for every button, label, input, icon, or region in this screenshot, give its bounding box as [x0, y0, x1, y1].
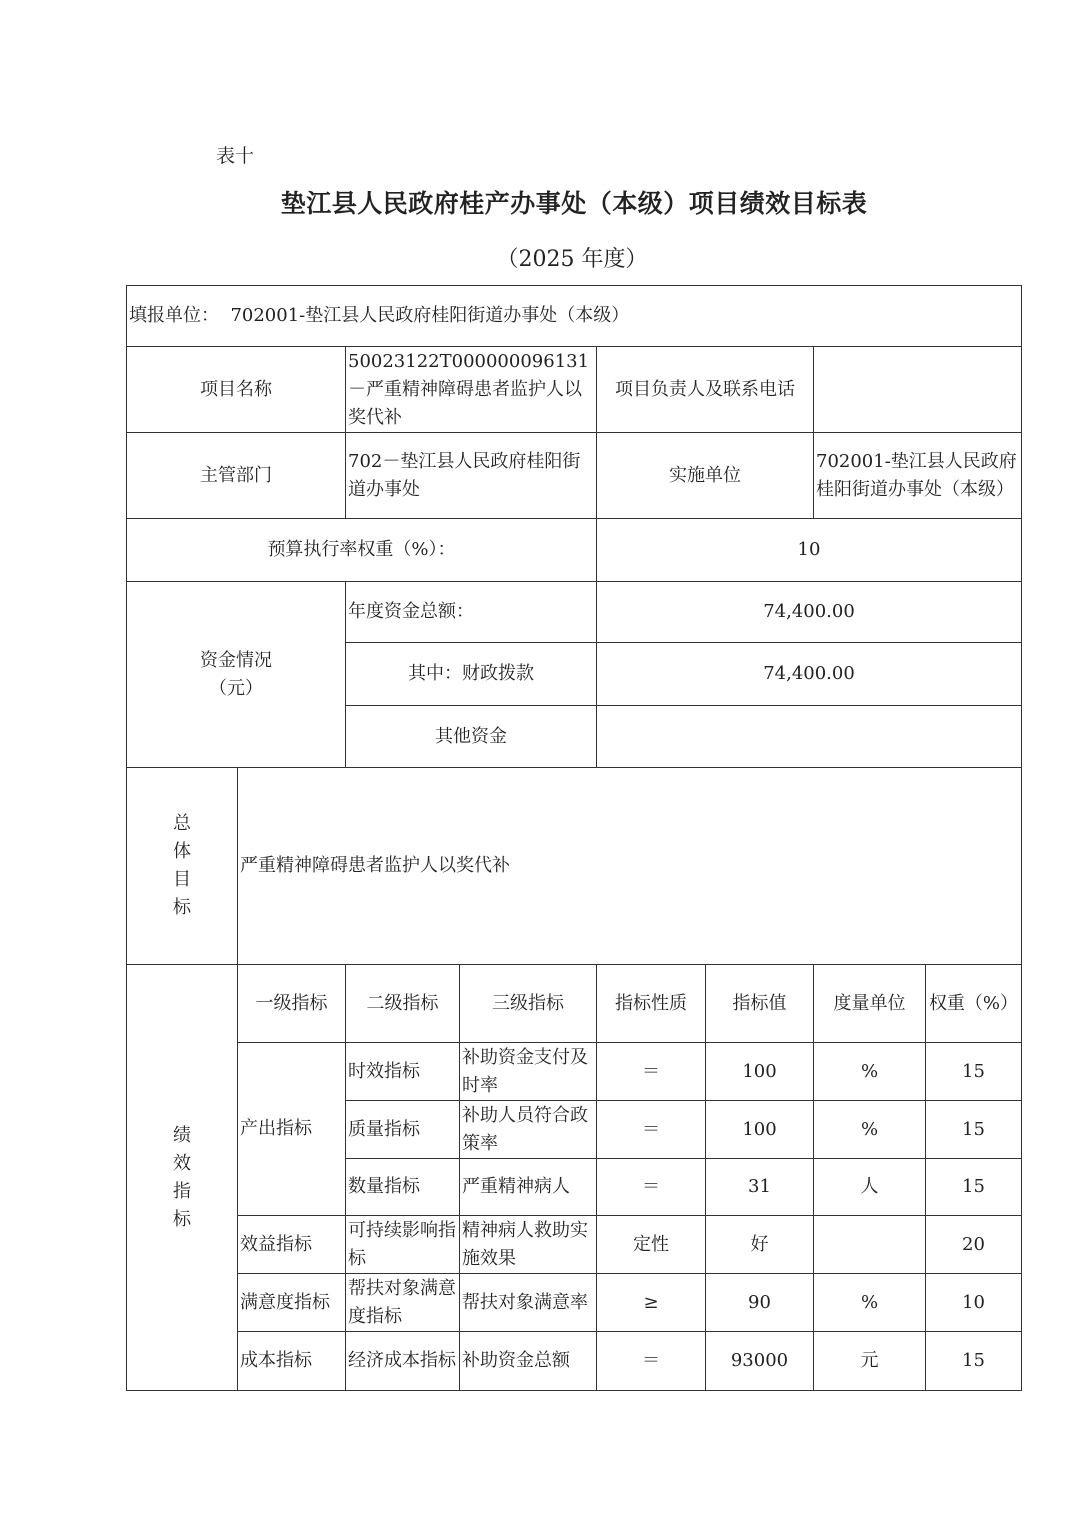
nature-cell: ＝: [597, 1043, 706, 1101]
overall-goal-row: [127, 768, 1022, 965]
value-cell: 好: [706, 1216, 814, 1274]
table-row: [127, 1043, 1022, 1101]
budget-weight-value: 10: [597, 519, 1022, 582]
level2-cell: 可持续影响指标: [346, 1216, 460, 1274]
level3-cell: 帮扶对象满意率: [460, 1274, 597, 1332]
unit-cell: 人: [814, 1159, 926, 1216]
level2-cell: 经济成本指标: [346, 1332, 460, 1391]
value-cell: 100: [706, 1101, 814, 1159]
unit-cell: [814, 1216, 926, 1274]
goal-char: 目: [173, 869, 191, 890]
column-header: 三级指标: [460, 965, 597, 1043]
level3-cell: 严重精神病人: [460, 1159, 597, 1216]
level1-cell: 成本指标: [238, 1332, 346, 1391]
annual-total-label: 年度资金总额：: [346, 582, 597, 643]
level1-cell: 效益指标: [238, 1216, 346, 1274]
other-funds-value: [597, 706, 1022, 768]
project-name-label: 项目名称: [127, 347, 346, 433]
funds-label-line2: （元）: [209, 677, 263, 699]
budget-weight-row: [127, 519, 1022, 582]
level2-cell: 数量指标: [346, 1159, 460, 1216]
unit-cell: %: [814, 1101, 926, 1159]
unit-cell: %: [814, 1274, 926, 1332]
impl-unit-value: 702001-垫江县人民政府桂阳街道办事处（本级）: [814, 433, 1022, 519]
perf-indicator-label: [127, 965, 238, 1391]
value-cell: 90: [706, 1274, 814, 1332]
fill-unit-value: 702001-垫江县人民政府桂阳街道办事处（本级）: [230, 305, 630, 326]
level3-cell: 精神病人救助实施效果: [460, 1216, 597, 1274]
impl-unit-label: 实施单位: [597, 433, 814, 519]
column-header: 一级指标: [238, 965, 346, 1043]
nature-cell: ≥: [597, 1274, 706, 1332]
dept-value: 702－垫江县人民政府桂阳街道办事处: [346, 433, 597, 519]
table-row: [127, 1332, 1022, 1391]
unit-cell: %: [814, 1043, 926, 1101]
weight-cell: 15: [926, 1159, 1022, 1216]
overall-goal-value: 严重精神障碍患者监护人以奖代补: [238, 768, 1022, 965]
goal-char: 标: [173, 897, 191, 918]
column-header: 度量单位: [814, 965, 926, 1043]
budget-weight-label: 预算执行率权重（%）：: [127, 519, 597, 582]
weight-cell: 10: [926, 1274, 1022, 1332]
funds-total-row: [127, 582, 1022, 643]
level2-cell: 时效指标: [346, 1043, 460, 1101]
nature-cell: ＝: [597, 1159, 706, 1216]
fiscal-label: 其中：财政拨款: [346, 643, 597, 706]
perf-char: 效: [173, 1152, 191, 1174]
project-leader-value: [814, 347, 1022, 433]
table-row: [127, 1216, 1022, 1274]
other-funds-label: 其他资金: [346, 706, 597, 768]
level1-cell: 产出指标: [238, 1043, 346, 1216]
nature-cell: 定性: [597, 1216, 706, 1274]
funds-label-line1: 资金情况: [200, 649, 272, 671]
value-cell: 31: [706, 1159, 814, 1216]
goal-char: 总: [173, 813, 191, 834]
fiscal-value: 74,400.00: [597, 643, 1022, 706]
fill-unit-cell: [127, 286, 1022, 347]
performance-table: [126, 285, 1022, 1391]
weight-cell: 20: [926, 1216, 1022, 1274]
column-header: 二级指标: [346, 965, 460, 1043]
dept-label: 主管部门: [127, 433, 346, 519]
level1-cell: 满意度指标: [238, 1274, 346, 1332]
weight-cell: 15: [926, 1101, 1022, 1159]
perf-char: 标: [173, 1208, 191, 1230]
year-subtitle: （2025 年度）: [496, 247, 648, 272]
unit-cell: 元: [814, 1332, 926, 1391]
project-leader-label: 项目负责人及联系电话: [597, 347, 814, 433]
level3-cell: 补助人员符合政策率: [460, 1101, 597, 1159]
table-number: 表十: [216, 145, 255, 167]
nature-cell: ＝: [597, 1332, 706, 1391]
column-header: 指标性质: [597, 965, 706, 1043]
overall-goal-label: [127, 768, 238, 965]
value-cell: 93000: [706, 1332, 814, 1391]
column-header: 指标值: [706, 965, 814, 1043]
perf-char: 绩: [173, 1124, 191, 1146]
fill-unit-label: 填报单位：: [129, 305, 219, 326]
department-row: [127, 433, 1022, 519]
table-row: [127, 1274, 1022, 1332]
level3-cell: 补助资金总额: [460, 1332, 597, 1391]
weight-cell: 15: [926, 1332, 1022, 1391]
annual-total-value: 74,400.00: [597, 582, 1022, 643]
funds-label: [127, 582, 346, 768]
unit-row: [127, 286, 1022, 347]
weight-cell: 15: [926, 1043, 1022, 1101]
goal-char: 体: [173, 841, 191, 862]
value-cell: 100: [706, 1043, 814, 1101]
perf-char: 指: [173, 1180, 191, 1202]
nature-cell: ＝: [597, 1101, 706, 1159]
level2-cell: 帮扶对象满意度指标: [346, 1274, 460, 1332]
indicator-header-row: [127, 965, 1022, 1043]
project-row: [127, 347, 1022, 433]
project-name-value: 50023122T000000096131－严重精神障碍患者监护人以奖代补: [346, 347, 597, 433]
page-title: 垫江县人民政府桂产办事处（本级）项目绩效目标表: [280, 189, 868, 218]
column-header: 权重（%）: [926, 965, 1022, 1043]
level3-cell: 补助资金支付及时率: [460, 1043, 597, 1101]
level2-cell: 质量指标: [346, 1101, 460, 1159]
